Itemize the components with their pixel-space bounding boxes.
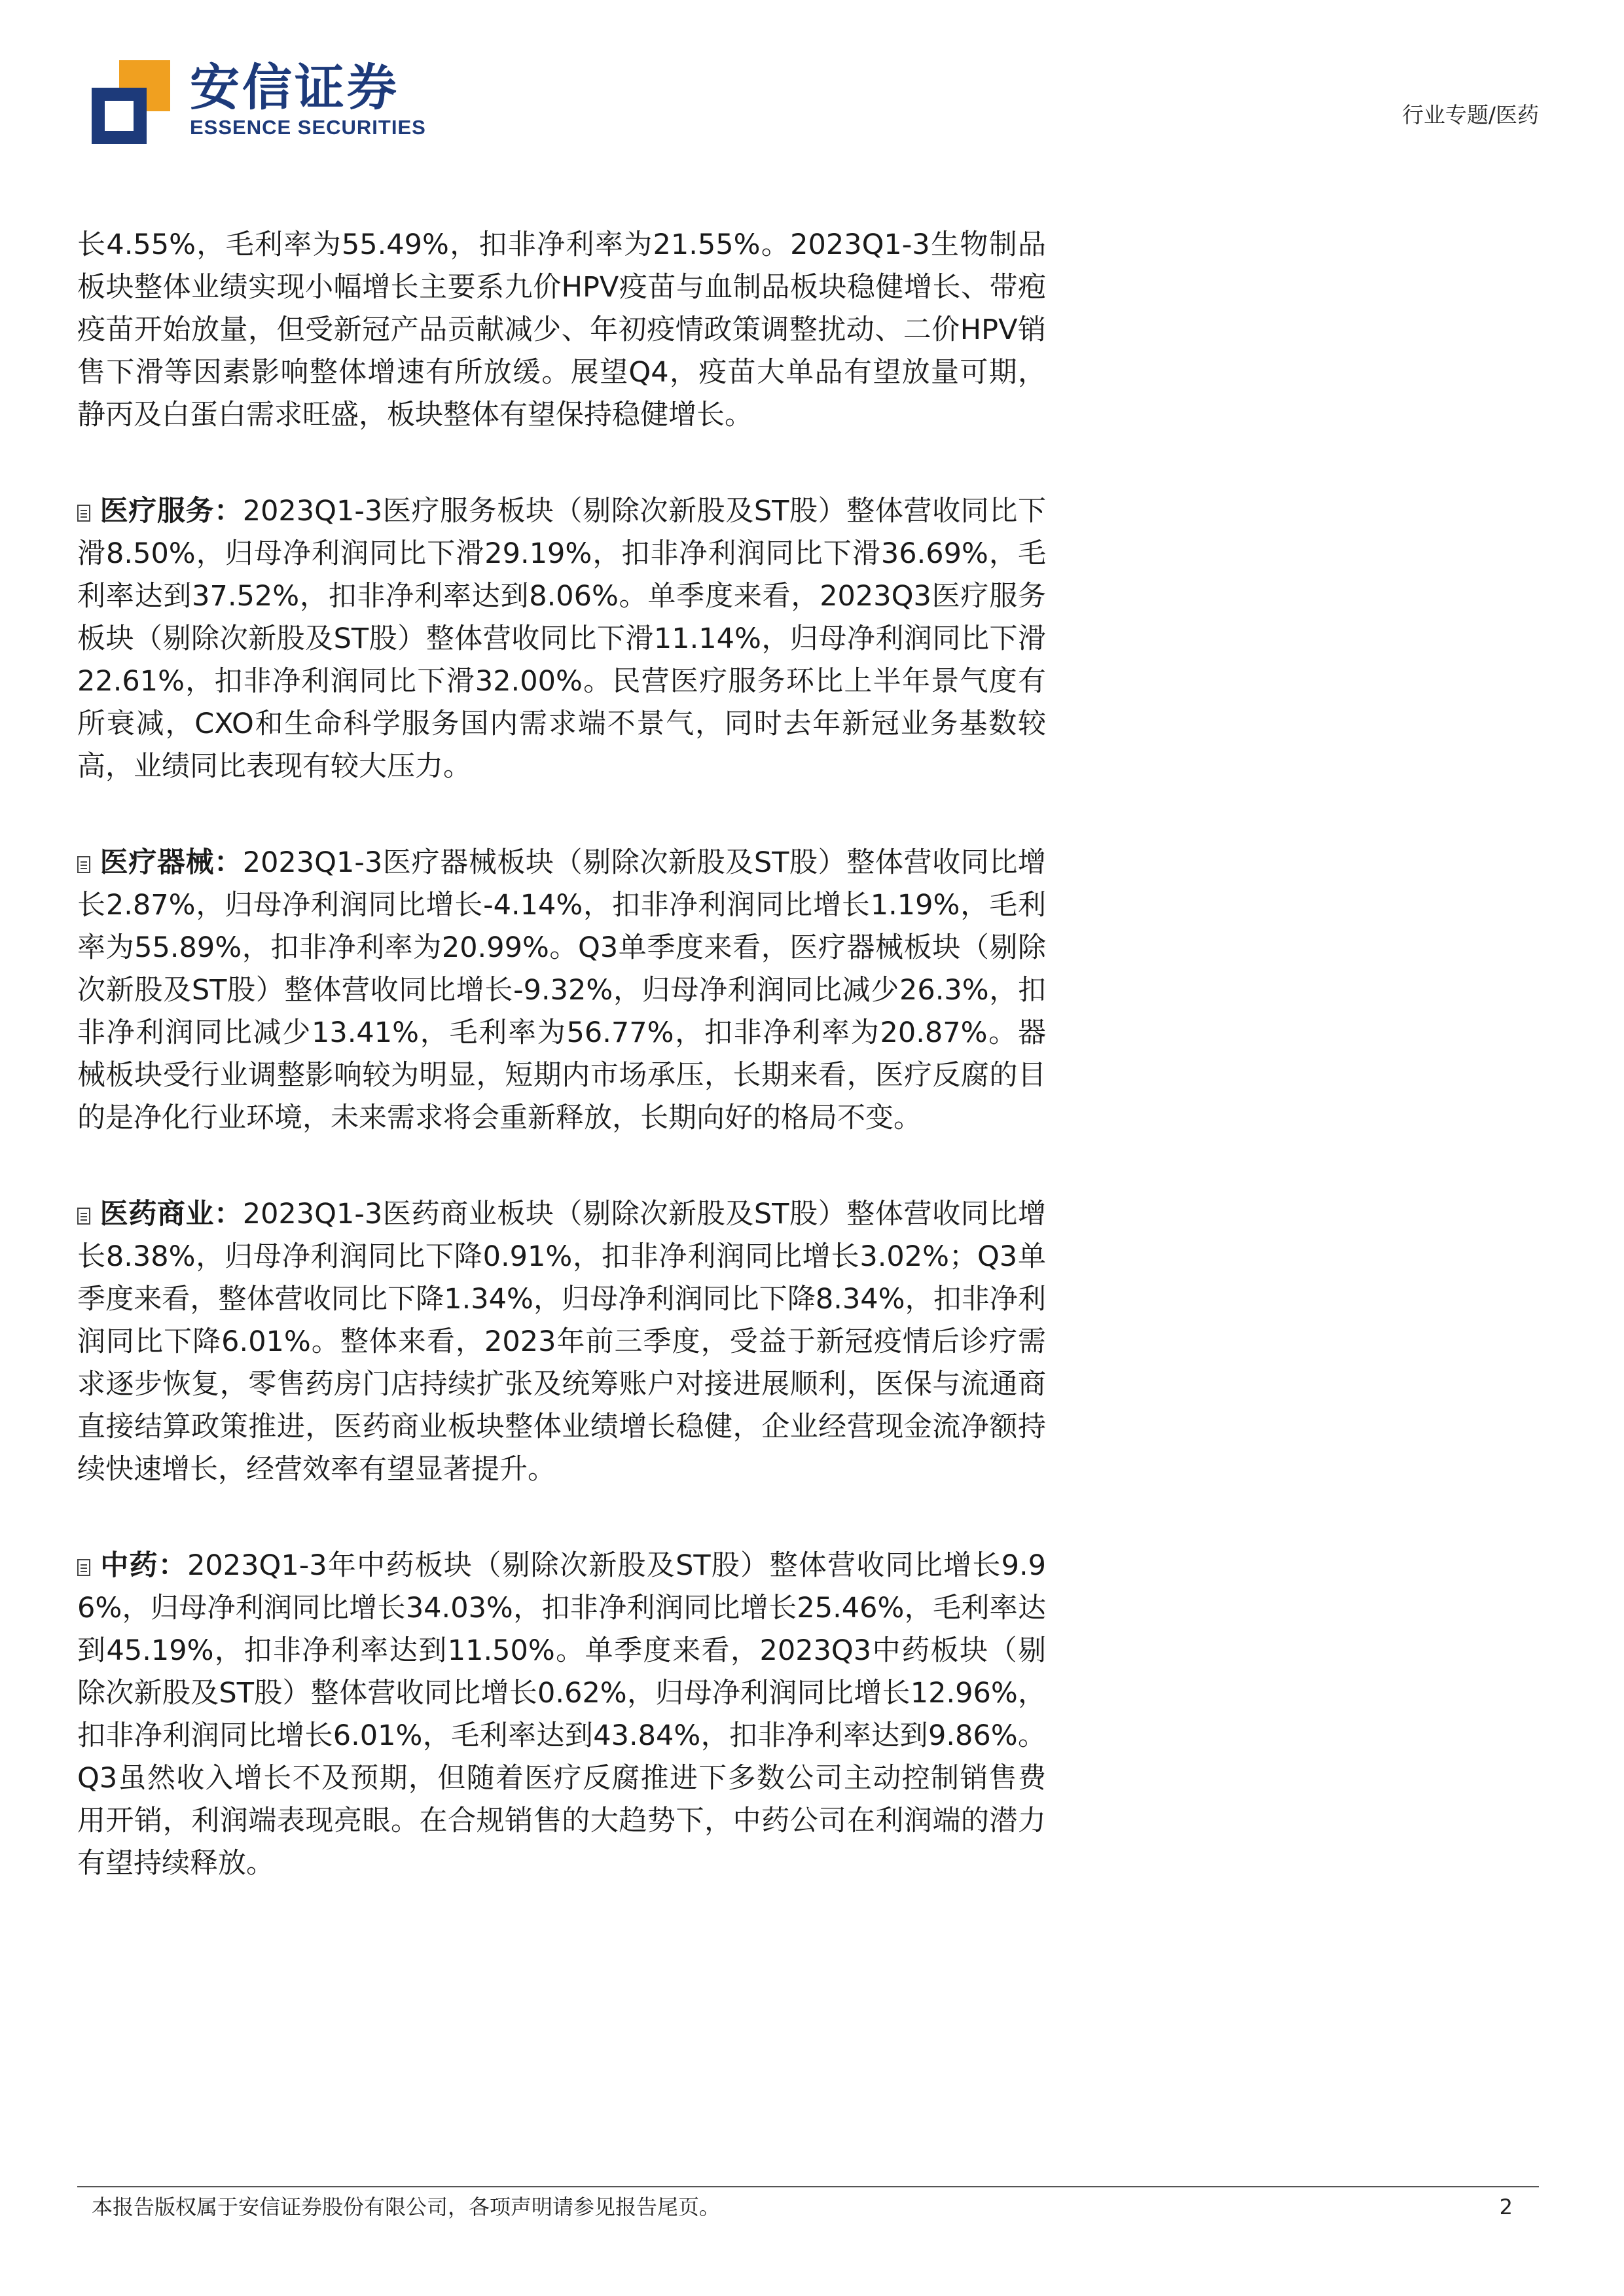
paragraph-biologics — [77, 224, 1046, 437]
page-number: 2 — [1499, 2195, 1513, 2219]
paragraph-lead: 医疗服务： — [99, 495, 243, 528]
document-bullet-icon — [77, 1559, 90, 1576]
paragraph-lead: 医药商业： — [99, 1198, 243, 1230]
paragraph-text: 2023Q1-3年中药板块（剔除次新股及ST股）整体营收同比增长9.96%，归母净利润同比增长34.03%，扣非净利润同比增长25.46%，毛利率达到45.19%，扣非净利率达到11.50%。单季度来看，2023Q3中药板块（剔除次新股及ST股）整体营收同比增长0.62%，归母净利润同比增长12.96%，扣非净利润同比增长6.01%，毛利率达到43.84%，扣非净利率达到9.86%。Q3虽然收入增长不及预期，但随着医疗反腐推进下多数公司主动控制销售费用开销，利润端表现亮眼。在合规销售的大趋势下，中药公司在利润端的潜力有望持续释放。 — [77, 1549, 1046, 1880]
essence-logo-icon — [92, 60, 170, 144]
paragraph-text: 2023Q1-3医疗服务板块（剔除次新股及ST股）整体营收同比下滑8.50%，归母净利润同比下滑29.19%，扣非净利润同比下滑36.69%，毛利率达到37.52%，扣非净利率达到8.06%。单季度来看，2023Q3医疗服务板块（剔除次新股及ST股）整体营收同比下滑11.14%，归母净利润同比下滑22.61%，扣非净利润同比下滑32.00%。民营医疗服务环比上半年景气度有所衰减，CXO和生命科学服务国内需求端不景气，同时去年新冠业务基数较高，业绩同比表现有较大压力。 — [77, 495, 1047, 783]
paragraph-pharma-commerce — [77, 1193, 1046, 1491]
brand-name-en: ESSENCE SECURITIES — [190, 116, 426, 139]
report-body — [77, 224, 1046, 1885]
footer-divider — [77, 2186, 1539, 2187]
paragraph-tcm — [77, 1545, 1046, 1885]
paragraph-lead: 医疗器械： — [99, 846, 243, 879]
paragraph-text: 2023Q1-3医疗器械板块（剔除次新股及ST股）整体营收同比增长2.87%，归母净利润同比增长-4.14%，扣非净利润同比增长1.19%，毛利率为55.89%，扣非净利率为20.99%。Q3单季度来看，医疗器械板块（剔除次新股及ST股）整体营收同比增长-9.32%，归母净利润同比减少26.3%，扣非净利润同比减少13.41%，毛利率为56.77%，扣非净利率为20.87%。器械板块受行业调整影响较为明显，短期内市场承压，长期来看，医疗反腐的目的是净化行业环境，未来需求将会重新释放，长期向好的格局不变。 — [77, 846, 1047, 1134]
brand — [190, 60, 426, 140]
paragraph-text: 2023Q1-3医药商业板块（剔除次新股及ST股）整体营收同比增长8.38%，归母净利润同比下降0.91%，扣非净利润同比增长3.02%；Q3单季度来看，整体营收同比下降1.34%，归母净利润同比下降8.34%，扣非净利润同比下降6.01%。整体来看，2023年前三季度，受益于新冠疫情后诊疗需求逐步恢复，零售药房门店持续扩张及统筹账户对接进展顺利，医保与流通商直接结算政策推进，医药商业板块整体业绩增长稳健，企业经营现金流净额持续快速增长，经营效率有望显著提升。 — [77, 1198, 1047, 1486]
paragraph-text: 长4.55%，毛利率为55.49%，扣非净利率为21.55%。2023Q1-3生物制品板块整体业绩实现小幅增长主要系九价HPV疫苗与血制品板块稳健增长、带疱疫苗开始放量，但受新冠产品贡献减少、年初疫情政策调整扰动、二价HPV销售下滑等因素影响整体增速有所放缓。展望Q4，疫苗大单品有望放量可期，静丙及白蛋白需求旺盛，板块整体有望保持稳健增长。 — [77, 228, 1046, 431]
footer-disclaimer: 本报告版权属于安信证券股份有限公司，各项声明请参见报告尾页。 — [92, 2195, 721, 2219]
paragraph-medical-services — [77, 490, 1046, 788]
paragraph-lead: 中药： — [99, 1549, 188, 1582]
paragraph-medical-devices — [77, 842, 1046, 1139]
brand-name-cn: 安信证券 — [190, 58, 399, 117]
document-bullet-icon — [77, 1208, 90, 1225]
document-bullet-icon — [77, 505, 90, 522]
document-bullet-icon — [77, 856, 90, 873]
report-section: 行业专题/医药 — [1401, 102, 1539, 128]
